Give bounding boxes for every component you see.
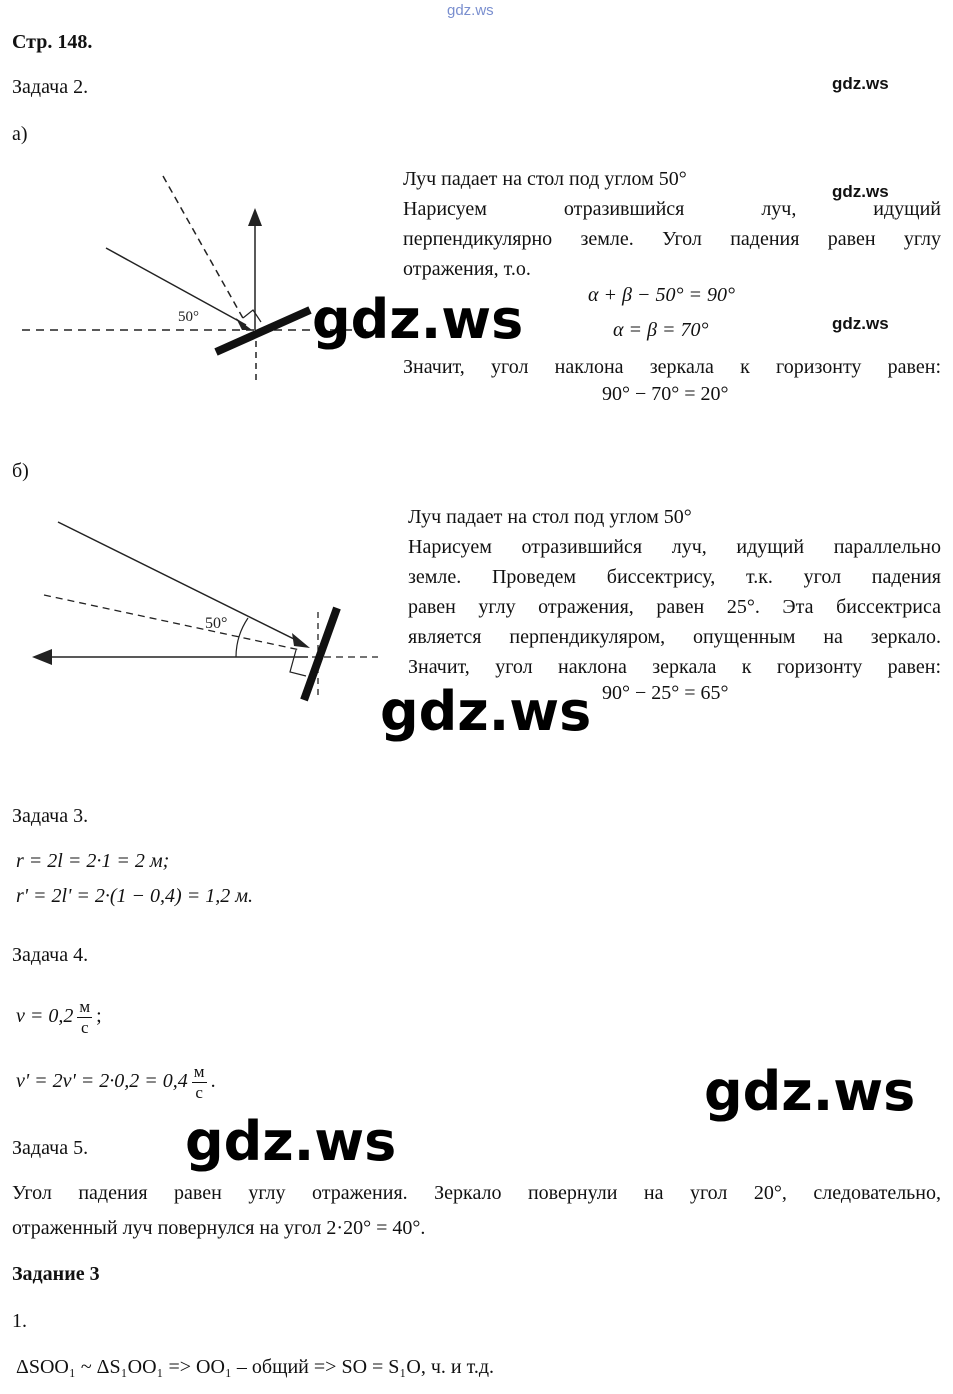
- task4-title: Задача 4.: [12, 944, 89, 966]
- diagram-b-angle-label: 50°: [205, 615, 228, 632]
- part-b-text: [408, 502, 941, 682]
- task4-line2-prefix: v' = 2v' = 2·0,2 = 0,4: [16, 1070, 188, 1093]
- task5-text: [12, 1178, 941, 1243]
- watermark-big-4: gdz.ws: [185, 1110, 397, 1173]
- watermark-big-1: gdz.ws: [312, 288, 524, 351]
- part-b-line-1: Луч падает на стол под углом 50°: [408, 506, 692, 528]
- watermark-big-2: gdz.ws: [380, 680, 592, 743]
- task4-line1-prefix: v = 0,2: [16, 1005, 74, 1028]
- task2-part-b-label: б): [12, 460, 29, 482]
- zadanie3-item-label: 1.: [12, 1310, 27, 1332]
- part-a-line-4: отражения, т.о.: [403, 258, 531, 280]
- task4-line1-den: с: [80, 1018, 89, 1037]
- task4-line2: [16, 1062, 216, 1103]
- watermark-small-2: gdz.ws: [832, 182, 889, 201]
- part-b-line-6: Значит, угол наклона зеркала к горизонту равен:: [408, 656, 941, 678]
- task4-line1-num: м: [79, 997, 91, 1016]
- part-a-conclusion: Значит, угол наклона зеркала к горизонту равен:: [403, 356, 941, 378]
- part-b-line-2: Нарисуем отразившийся луч, идущий параллельно: [408, 536, 941, 558]
- task4-line2-den: с: [195, 1083, 203, 1102]
- zadanie3-title: Задание 3: [12, 1263, 100, 1285]
- watermark-small-3: gdz.ws: [832, 314, 889, 333]
- page-header: Стр. 148.: [12, 31, 93, 53]
- task4-line2-fraction: [192, 1062, 207, 1103]
- task2-part-a-label: а): [12, 123, 28, 145]
- part-b-line-3: земле. Проведем биссектрису, т.к. угол падения: [408, 566, 941, 588]
- task5-title: Задача 5.: [12, 1137, 89, 1159]
- task2-title: Задача 2.: [12, 76, 89, 98]
- task4-line1: [16, 997, 102, 1038]
- task4-line2-suffix: .: [210, 1070, 216, 1093]
- task5-line2: отраженный луч повернулся на угол 2·20° = 40°.: [12, 1217, 426, 1239]
- part-a-line-3: перпендикулярно земле. Угол падения равен углу: [403, 228, 941, 250]
- part-b-result: 90° − 25° = 65°: [602, 682, 729, 704]
- part-a-eq2: α = β = 70°: [613, 319, 709, 341]
- watermark-big-3: gdz.ws: [704, 1060, 916, 1123]
- task4-line1-fraction: [77, 997, 92, 1038]
- task5-line1: Угол падения равен углу отражения. Зеркало повернули на угол 20°, следовательно,: [12, 1182, 941, 1204]
- top-watermark: gdz.ws: [447, 2, 494, 19]
- part-a-conclusion-wrap: [403, 352, 941, 382]
- part-a-line-2: Нарисуем отразившийся луч, идущий: [403, 198, 941, 220]
- task3-line1: r = 2l = 2·1 = 2 м;: [16, 850, 170, 872]
- diagram-b: [0, 500, 400, 715]
- task4-line1-suffix: ;: [96, 1005, 102, 1028]
- task3-line2: r' = 2l' = 2·(1 − 0,4) = 1,2 м.: [16, 885, 253, 907]
- part-b-line-4: равен углу отражения, равен 25°. Эта биссектриса: [408, 596, 941, 618]
- part-a-eq1: α + β − 50° = 90°: [588, 284, 735, 306]
- part-a-result: 90° − 70° = 20°: [602, 383, 729, 405]
- part-b-line-5: является перпендикуляром, опущенным на зеркало.: [408, 626, 941, 648]
- task3-title: Задача 3.: [12, 805, 89, 827]
- diagram-a-angle-label: 50°: [178, 309, 199, 325]
- diagram-a: [0, 160, 390, 390]
- part-a-line-1: Луч падает на стол под углом 50°: [403, 168, 687, 190]
- task4-line2-num: м: [193, 1062, 205, 1081]
- zadanie3-line: ΔSOO₁ ~ ΔS₁OO₁ => OO₁ – общий => SO = S₁O, ч. и т.д.: [16, 1356, 494, 1378]
- watermark-small-1: gdz.ws: [832, 74, 889, 93]
